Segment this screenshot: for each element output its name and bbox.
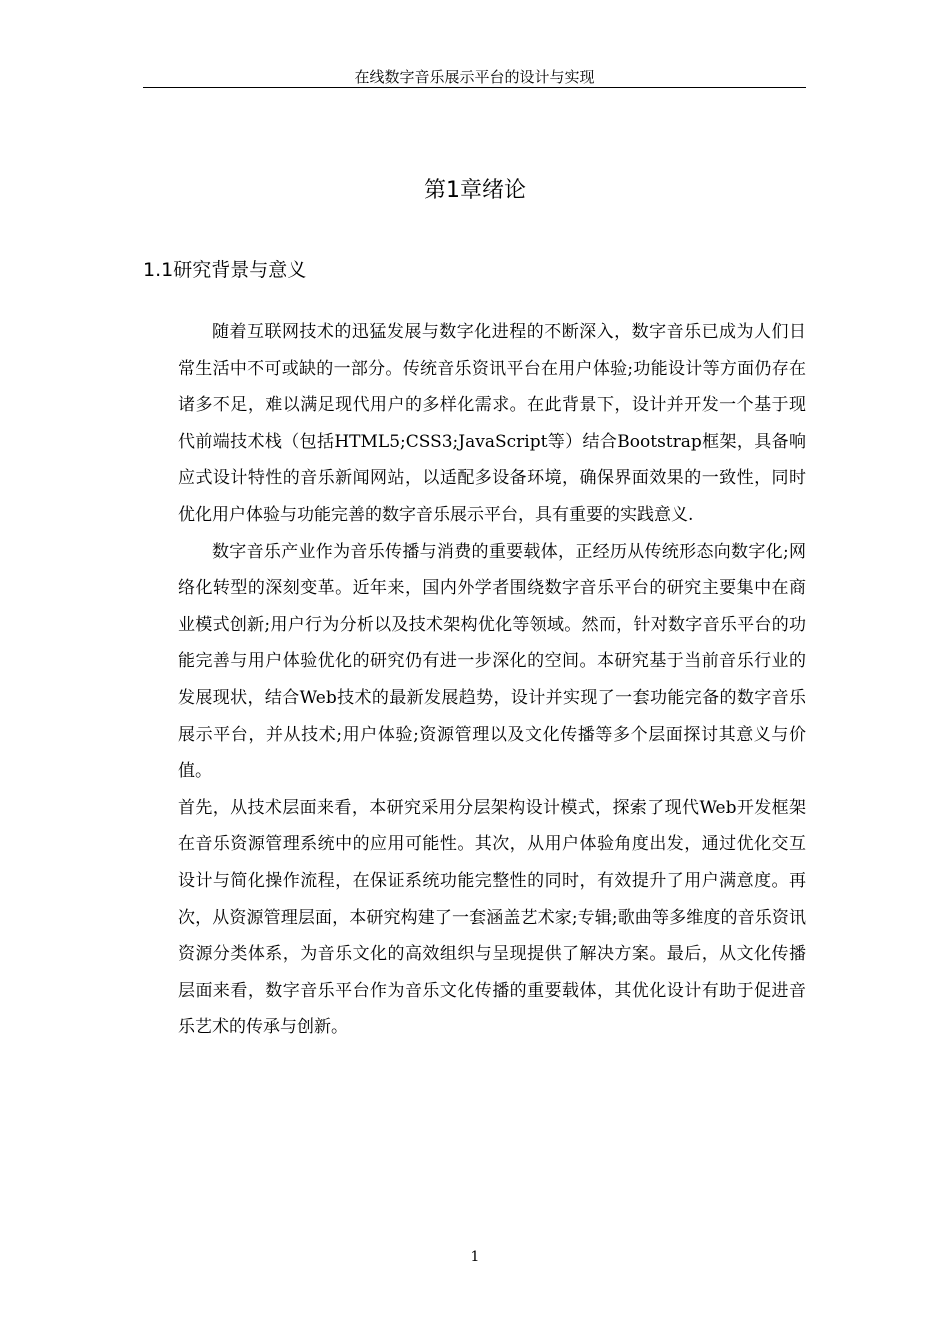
chapter-title: 第1章绪论 [424,178,526,203]
running-header: 在线数字音乐展示平台的设计与实现 [354,68,595,86]
paragraph-2: 数字音乐产业作为音乐传播与消费的重要载体，正经历从传统形态向数字化;网络化转型的深刻变革。近年来，国内外学者围绕数字音乐平台的研究主要集中在商业模式创新;用户行为分析以及技术架构优化等领域。然而，针对数字音乐平台的功能完善与用户体验优化的研究仍有进一步深化的空间。本研究基于当前音乐行业的发展现状，结合Web技术的最新发展趋势，设计并实现了一套功能完备的数字音乐展示平台，并从技术;用户体验;资源管理以及文化传播等多个层面探讨其意义与价值。 [178,541,806,782]
paragraph-3: 首先，从技术层面来看，本研究采用分层架构设计模式，探索了现代Web开发框架在音乐资源管理系统中的应用可能性。其次，从用户体验角度出发，通过优化交互设计与简化操作流程，在保证系统功能完整性的同时，有效提升了用户满意度。再次，从资源管理层面，本研究构建了一套涵盖艺术家;专辑;歌曲等多维度的音乐资讯资源分类体系，为音乐文化的高效组织与呈现提供了解决方案。最后，从文化传播层面来看，数字音乐平台作为音乐文化传播的重要载体，其优化设计有助于促进音乐艺术的传承与创新。 [178,797,806,1038]
page-number: 1 [470,1249,480,1265]
paragraph-1: 随着互联网技术的迅猛发展与数字化进程的不断深入，数字音乐已成为人们日常生活中不可或缺的一部分。传统音乐资讯平台在用户体验;功能设计等方面仍存在诸多不足，难以满足现代用户的多样化需求。在此背景下，设计并开发一个基于现代前端技术栈（包括HTML5;CSS3;JavaScript等）结合Bootstrap框架，具备响应式设计特性的音乐新闻网站，以适配多设备环境，确保界面效果的一致性，同时优化用户体验与功能完善的数字音乐展示平台，具有重要的实践意义. [178,322,806,525]
body-text [178,314,806,1046]
header-rule [143,87,806,88]
section-heading: 1.1研究背景与意义 [143,259,307,281]
